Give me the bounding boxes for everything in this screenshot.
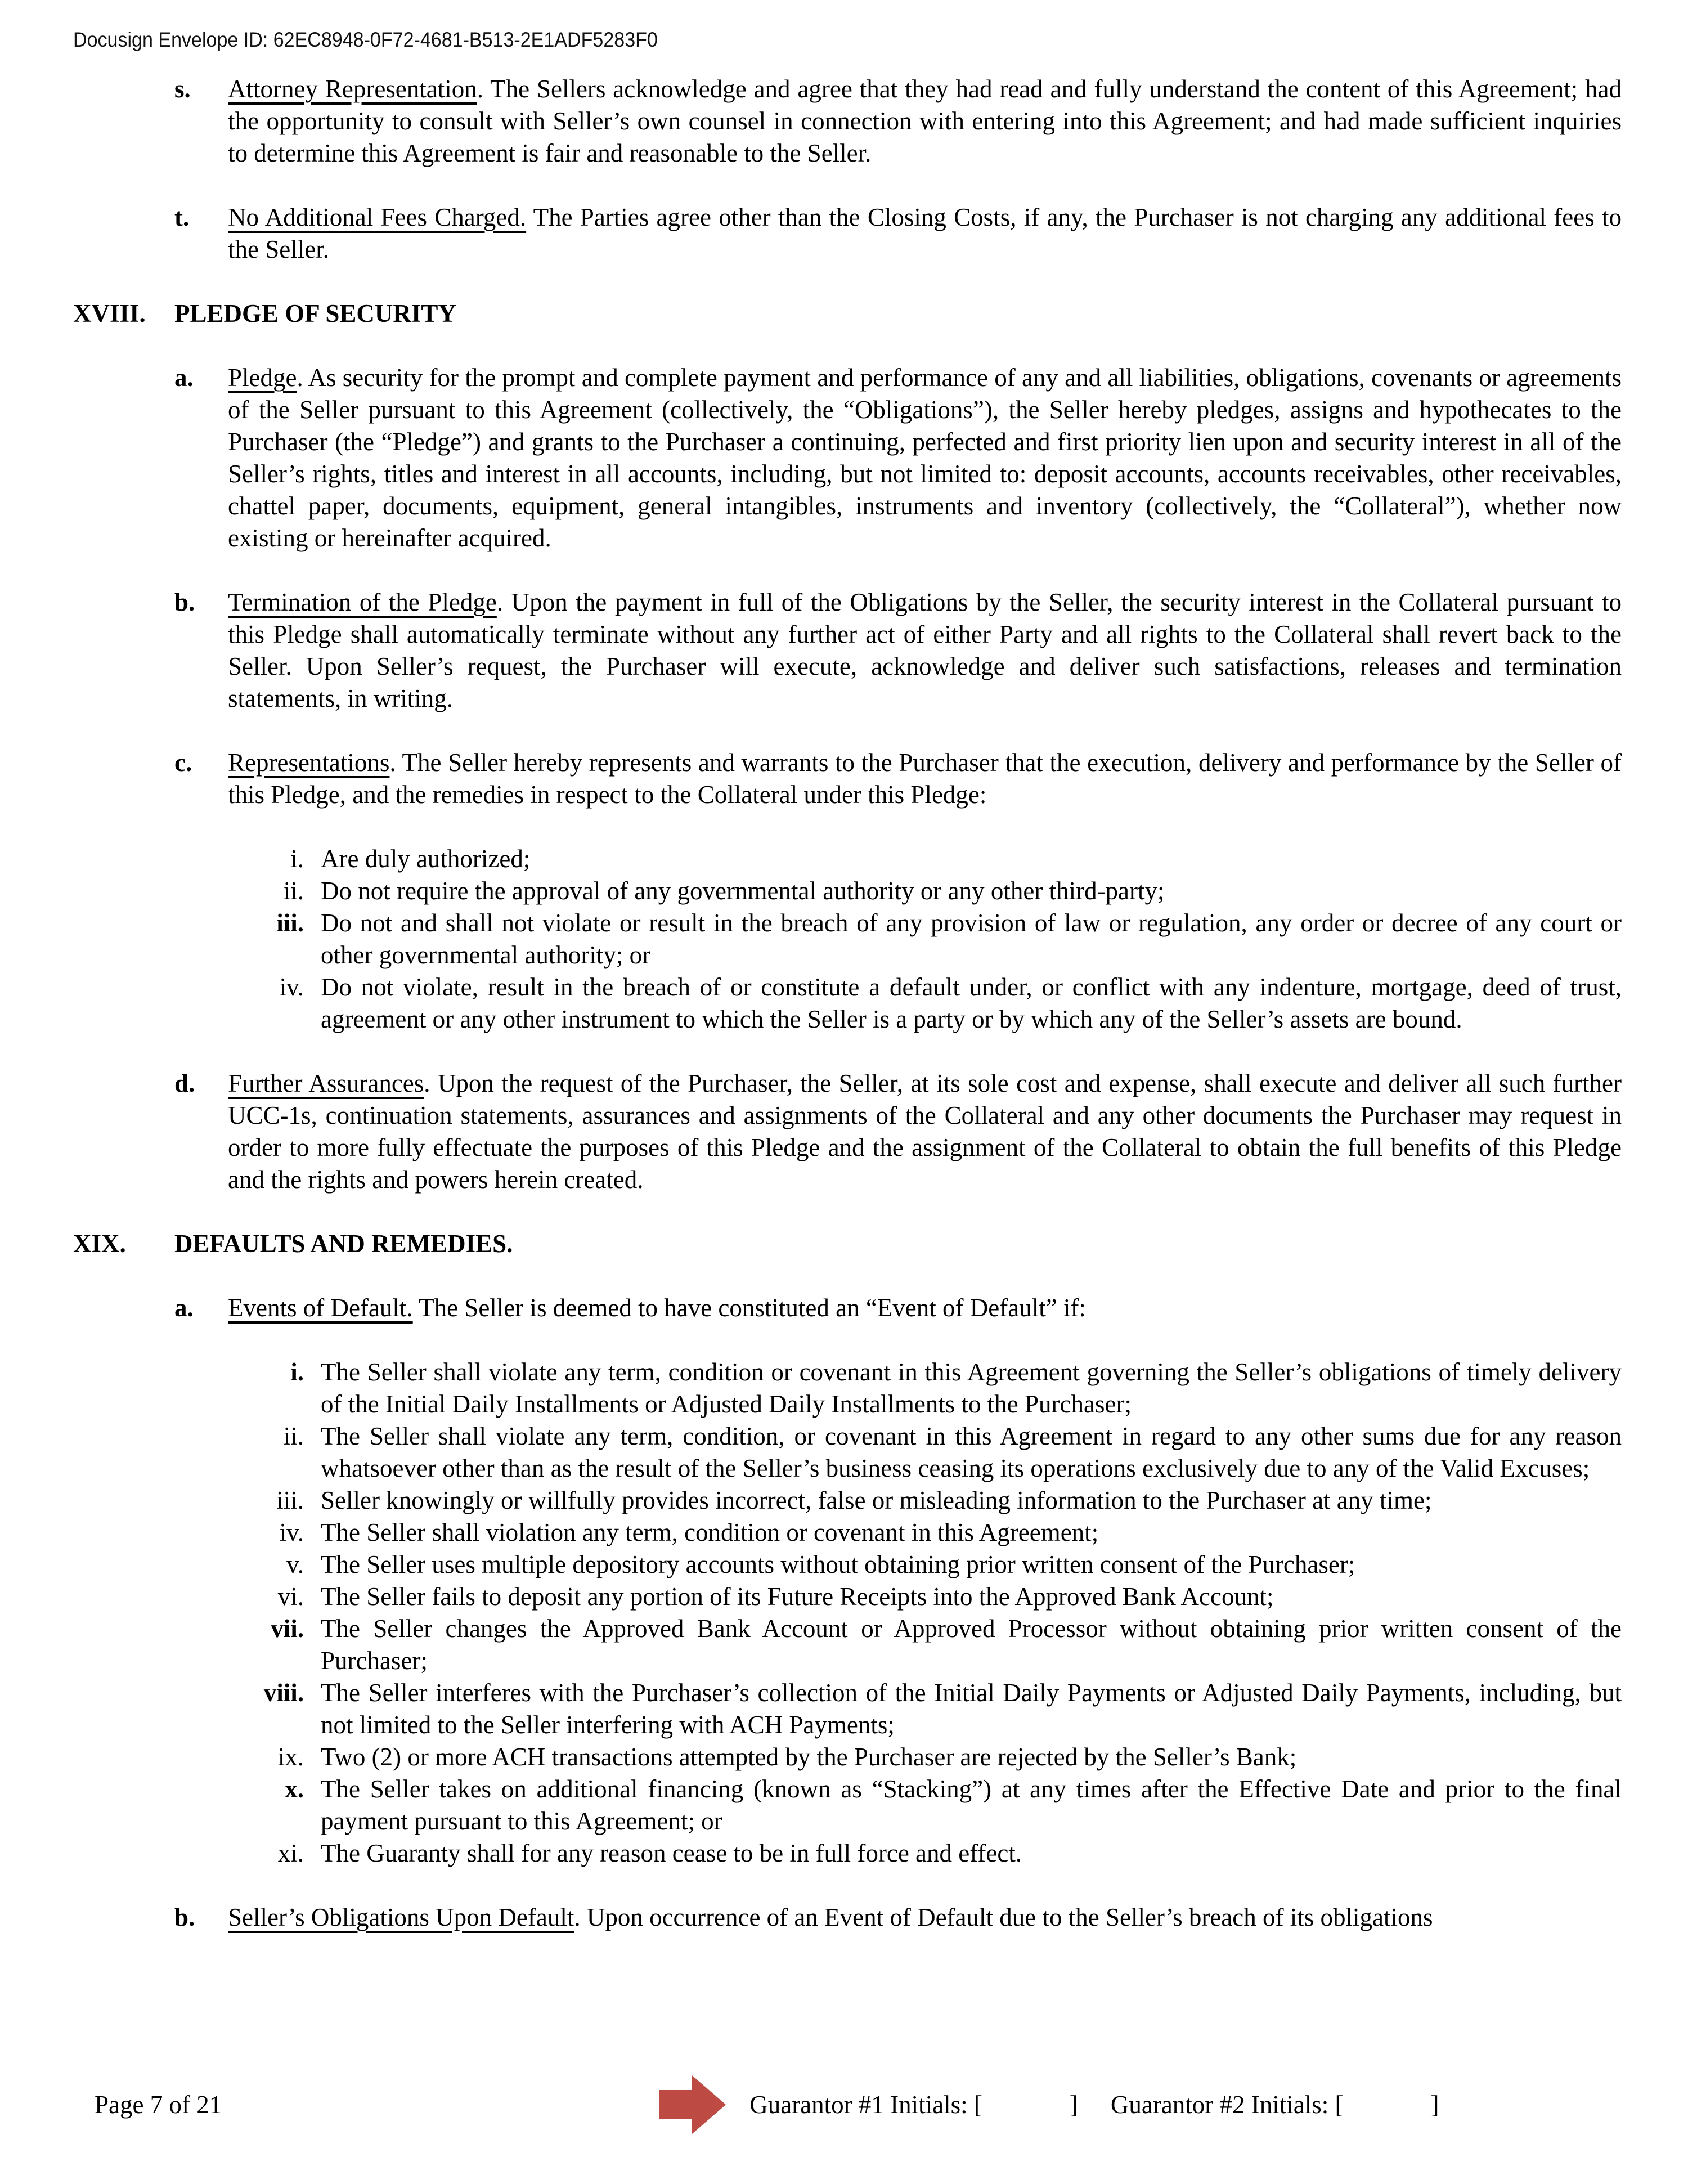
section-number: XIX. — [73, 1230, 126, 1258]
list-item-text: The Seller changes the Approved Bank Account or Approved Processor without obtaining prior written consent of the Purchaser; — [321, 1615, 1622, 1675]
section-title: PLEDGE OF SECURITY — [174, 299, 456, 328]
list-item-number: ii. — [283, 1422, 304, 1450]
clause-body: The Parties agree other than the Closing Costs, if any, the Purchaser is not charging any additional fees to the Seller. — [228, 203, 1622, 263]
clause-text — [228, 586, 1622, 715]
list-item-text: The Seller shall violate any term, condition, or covenant in this Agreement in regard to any other sums due for any reason whatsoever other than as the result of the Seller’s business ceasing its operations exclusively due to any of the Valid Excuses; — [321, 1422, 1622, 1482]
clause-text — [228, 201, 1622, 266]
red-arrow-shape — [659, 2075, 726, 2134]
list-item-text: Do not violate, result in the breach of or constitute a default under, or conflict with any indenture, mortgage, deed of trust, agreement or any other instrument to which the Seller is a party or by which any of the Seller’s assets are bound. — [321, 973, 1622, 1033]
list-item-number: vii. — [271, 1615, 304, 1643]
clause-label: b. — [174, 1903, 195, 1931]
list-item-text: Seller knowingly or willfully provides incorrect, false or misleading information to the Purchaser at any time; — [321, 1486, 1432, 1514]
representations-list — [228, 843, 1622, 1035]
guarantor2-initials-label: Guarantor #2 Initials: — [1110, 2090, 1329, 2119]
clause-label: d. — [174, 1069, 195, 1097]
section-heading-xix — [73, 1228, 1622, 1260]
list-item-number: viii. — [263, 1679, 304, 1707]
list-item-text: The Seller shall violate any term, condition or covenant in this Agreement governing the Seller’s obligations of timely delivery of the Initial Daily Installments or Adjusted Daily Installments to the Purchaser; — [321, 1358, 1622, 1418]
list-item-number: ix. — [277, 1743, 304, 1771]
clause-d-further-assurances — [174, 1068, 1622, 1196]
page-number: Page 7 of 21 — [95, 2090, 222, 2119]
list-item — [228, 1356, 1622, 1420]
open-bracket: [ — [973, 2090, 982, 2119]
close-bracket: ] — [1430, 2090, 1439, 2119]
section-title: DEFAULTS AND REMEDIES. — [174, 1230, 513, 1258]
clause-heading: Events of Default. — [228, 1294, 413, 1322]
list-item-number: iii. — [276, 909, 304, 937]
list-item-number: ii. — [283, 877, 304, 905]
list-item-number: x. — [285, 1775, 304, 1803]
list-item-text: The Seller interferes with the Purchaser’s collection of the Initial Daily Payments or Adjusted Daily Payments, including, but not limited to the Seller interfering with ACH Payments; — [321, 1679, 1622, 1739]
clause-body: . Upon the payment in full of the Obligations by the Seller, the security interest in the Collateral pursuant to this Pledge shall automatically terminate without any further act of either Party and all rights to the Collateral shall revert back to the Seller. Upon Seller’s request, the Purchaser will execute, acknowledge and deliver such satisfactions, releases and termination statements, in writing. — [228, 588, 1622, 712]
list-item-text: The Seller fails to deposit any portion of its Future Receipts into the Approved Bank Account; — [321, 1582, 1274, 1611]
list-item — [228, 1420, 1622, 1485]
clause-b-termination-of-pledge — [174, 586, 1622, 715]
clause-text — [228, 1902, 1622, 1934]
clause-text — [228, 1292, 1622, 1324]
clause-label: a. — [174, 364, 194, 392]
guarantor2-initials-field[interactable] — [1344, 2106, 1431, 2113]
open-bracket: [ — [1335, 2090, 1344, 2119]
clause-s-attorney-representation — [174, 73, 1622, 169]
list-item-text: The Guaranty shall for any reason cease to be in full force and effect. — [321, 1839, 1022, 1867]
list-item — [228, 1613, 1622, 1677]
clause-heading: Pledge — [228, 364, 297, 392]
section-number: XVIII. — [73, 299, 146, 328]
clause-heading: Seller’s Obligations Upon Default — [228, 1903, 574, 1931]
clause-label: a. — [174, 1294, 194, 1322]
list-item-number: xi. — [277, 1839, 304, 1867]
clause-heading: Termination of the Pledge — [228, 588, 497, 616]
clause-heading: No Additional Fees Charged. — [228, 203, 527, 231]
list-item — [228, 1773, 1622, 1837]
clause-heading: Further Assurances — [228, 1069, 424, 1097]
guarantor1-initials-field[interactable] — [982, 2106, 1070, 2113]
list-item-text: The Seller shall violation any term, condition or covenant in this Agreement; — [321, 1518, 1099, 1546]
clause-label: b. — [174, 588, 195, 616]
clause-label: t. — [174, 203, 190, 231]
list-item — [228, 1837, 1622, 1869]
docusign-envelope-id: Docusign Envelope ID: 62EC8948-0F72-4681-B513-2E1ADF5283F0 — [73, 28, 658, 51]
clause-text — [228, 747, 1622, 811]
list-item-number: vi. — [277, 1582, 304, 1611]
clause-text — [228, 362, 1622, 554]
clause-body: . Upon the request of the Purchaser, the Seller, at its sole cost and expense, shall execute and deliver all such further UCC-1s, continuation statements, assurances and assignments of the Collateral and any other documents the Purchaser may request in order to more fully effectuate the purposes of this Pledge and the assignment of the Collateral to obtain the full benefits of this Pledge and the rights and powers herein created. — [228, 1069, 1622, 1194]
list-item-number: i. — [290, 845, 304, 873]
list-item-number: iii. — [276, 1486, 304, 1514]
list-item — [228, 1549, 1622, 1581]
clause-body: . The Sellers acknowledge and agree that they had read and fully understand the content of this Agreement; had the opportunity to consult with Seller’s own counsel in connection with entering into this Agreement; and had made sufficient inquiries to determine this Agreement is fair and reasonable to the Seller. — [228, 75, 1622, 167]
clause-body: . Upon occurrence of an Event of Default due to the Seller’s breach of its obligations — [574, 1903, 1433, 1931]
list-item-text: Two (2) or more ACH transactions attempted by the Purchaser are rejected by the Seller’s Bank; — [321, 1743, 1297, 1771]
list-item-number: v. — [286, 1550, 304, 1578]
clause-label: c. — [174, 748, 192, 777]
clause-heading: Representations — [228, 748, 390, 777]
clause-label: s. — [174, 75, 191, 103]
list-item — [228, 907, 1622, 971]
red-arrow-icon — [659, 2073, 726, 2136]
list-item — [228, 1485, 1622, 1517]
clause-body: . The Seller hereby represents and warrants to the Purchaser that the execution, delivery and performance by the Seller of this Pledge, and the remedies in respect to the Collateral under this Pledge: — [228, 748, 1622, 809]
list-item — [228, 875, 1622, 907]
section-heading-xviii — [73, 298, 1622, 330]
clause-b-sellers-obligations-upon-default — [174, 1902, 1622, 1934]
clause-body: . As security for the prompt and complete payment and performance of any and all liabilities, obligations, covenants or agreements of the Seller pursuant to this Agreement (collectively, the “Obligations”), the Seller hereby pledges, assigns and hypothecates to the Purchaser (the “Pledge”) and grants to the Purchaser a continuing, perfected and first priority lien upon and security interest in all of the Seller’s rights, titles and interest in all accounts, including, but not limited to: deposit accounts, accounts receivables, other receivables, chattel paper, documents, equipment, general intangibles, instruments and inventory (collectively, the “Collateral”), whether now existing or hereinafter acquired. — [228, 364, 1622, 552]
list-item-text: The Seller takes on additional financing (known as “Stacking”) at any times after the Effective Date and prior to the final payment pursuant to this Agreement; or — [321, 1775, 1622, 1835]
clause-a-events-of-default — [174, 1292, 1622, 1324]
clause-body: The Seller is deemed to have constituted an “Event of Default” if: — [412, 1294, 1086, 1322]
page-footer — [95, 2071, 1620, 2138]
list-item — [228, 1741, 1622, 1773]
guarantor1-initials — [749, 2089, 1078, 2121]
list-item-text: Do not require the approval of any governmental authority or any other third-party; — [321, 877, 1165, 905]
clause-heading: Attorney Representation — [228, 75, 477, 103]
clause-text — [228, 73, 1622, 169]
list-item-number: iv. — [279, 973, 304, 1001]
list-item-number: i. — [290, 1358, 304, 1386]
clause-a-pledge — [174, 362, 1622, 554]
list-item — [228, 1581, 1622, 1613]
document-content — [73, 27, 1622, 1966]
close-bracket: ] — [1069, 2090, 1078, 2119]
list-item-text: Are duly authorized; — [321, 845, 531, 873]
clause-t-no-additional-fees — [174, 201, 1622, 266]
guarantor1-initials-label: Guarantor #1 Initials: — [749, 2090, 968, 2119]
guarantor2-initials — [1111, 2089, 1439, 2121]
list-item-text: The Seller uses multiple depository accounts without obtaining prior written consent of the Purchaser; — [321, 1550, 1355, 1578]
clause-c-representations — [174, 747, 1622, 811]
clause-text — [228, 1068, 1622, 1196]
list-item — [228, 1517, 1622, 1549]
list-item-text: Do not and shall not violate or result in the breach of any provision of law or regulation, any order or decree of any court or other governmental authority; or — [321, 909, 1622, 969]
list-item-number: iv. — [279, 1518, 304, 1546]
list-item — [228, 843, 1622, 875]
list-item — [228, 1677, 1622, 1741]
events-of-default-list — [228, 1356, 1622, 1869]
list-item — [228, 971, 1622, 1035]
